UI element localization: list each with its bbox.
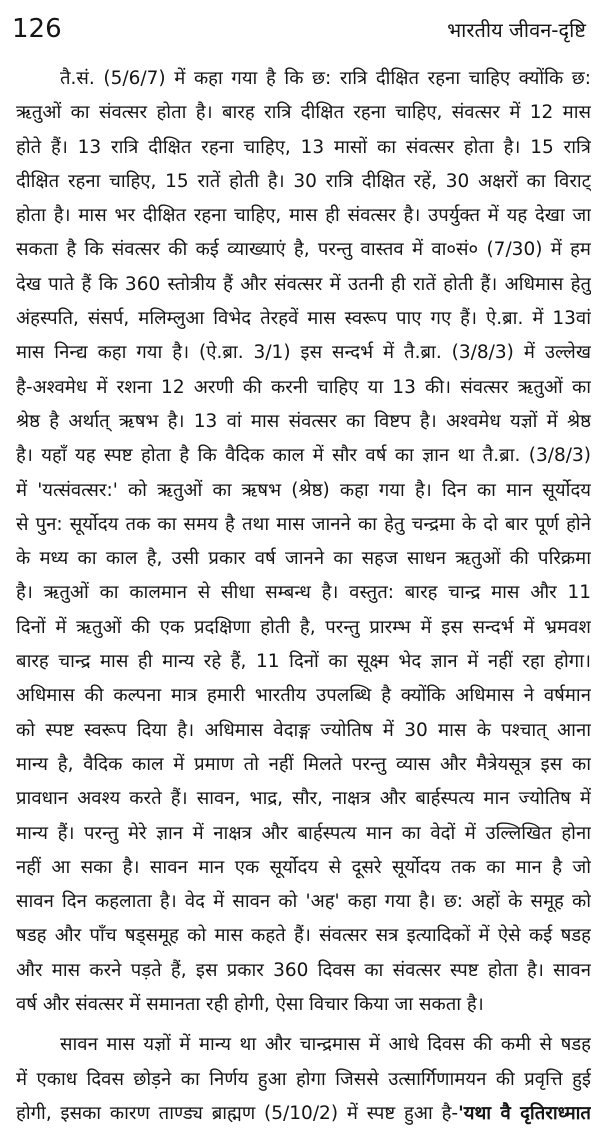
text-line: और मास करने पड़ते हैं, इस प्रकार 360 दिवस का संवत्सर स्पष्ट होता है। सावन: [16, 959, 591, 981]
text-line: होते हैं। 13 रात्रि दीक्षित रहना चाहिए, 13 मासों का संवत्सर होता है। 15 रात्रि: [16, 136, 591, 158]
running-title: भारतीय जीवन-दृष्टि: [447, 18, 586, 42]
text-span: होगी, इसका कारण ताण्ड्य ब्राह्मण (5/10/2) में स्पष्ट हुआ है-: [16, 1102, 459, 1124]
text-line: सावन मास यज्ञों में मान्य था और चान्द्रमास में आधे दिवस की कमी से षडह: [60, 1034, 591, 1056]
page-number: 126: [12, 14, 62, 44]
text-line: मास निन्द्य कहा गया है। (ऐ.ब्रा. 3/1) इस सन्दर्भ में तै.ब्रा. (3/8/3) में उल्लेख: [16, 342, 591, 364]
text-line: देख पाते हैं कि 360 स्तोत्रीय हैं और संवत्सर में उतनी ही रातें होती हैं। अधिमास हेतु: [16, 273, 591, 295]
text-line: बारह चान्द्र मास ही मान्य रहे हैं, 11 दिनों का सूक्ष्म भेद ज्ञान में नहीं रहा होगा।: [16, 651, 591, 673]
text-line: सावन दिन कहलाता है। वेद में सावन को 'अह' कहा गया है। छ: अहों के समूह को: [16, 891, 591, 913]
text-line: प्रावधान अवश्य करते हैं। सावन, भाद्र, सौर, नाक्षत्र और बार्हस्पत्य मान ज्योतिष में: [16, 788, 591, 810]
text-line: [16, 1097, 591, 1131]
text-line: दिनों में ऋतुओं की एक प्रदक्षिणा होती है, परन्तु प्रारम्भ में इस सन्दर्भ में भ्रमवश: [16, 616, 591, 638]
text-line: अधिमास की कल्पना मात्र हमारी भारतीय उपलब्धि है क्योंकि अधिमास ने वर्षमान: [16, 685, 591, 707]
bold-quote: 'यथा वै दृतिराध्मात: [458, 1102, 591, 1124]
text-line: होता है। मास भर दीक्षित रहना चाहिए, मास ही संवत्सर है। उपर्युक्त में यह देखा जा: [16, 205, 591, 227]
text-line: दीक्षित रहना चाहिए, 15 रातें होती है। 30 रात्रि दीक्षित रहें, 30 अक्षरों का विराट्: [16, 170, 591, 192]
text-line: में एकाध दिवस छोड़ने का निर्णय हुआ होगा जिससे उत्सार्गिणामयन की प्रवृत्ति हुई: [16, 1068, 591, 1090]
page-header: [0, 8, 600, 48]
body-text: [16, 62, 591, 1131]
text-line: है। ऋतुओं का कालमान से सीधा सम्बन्ध है। वस्तुत: बारह चान्द्र मास और 11: [16, 582, 591, 604]
text-line: षडह और पाँच षड्समूह को मास कहते हैं। संवत्सर सत्र इत्यादिकों में ऐसे कई षडह: [16, 925, 591, 947]
text-line: को स्पष्ट स्वरूप दिया है। अधिमास वेदाङ्ग ज्योतिष में 30 मास के पश्चात् आना: [16, 719, 591, 741]
text-line: में 'यत्संवत्सर:' को ऋतुओं का ऋषभ (श्रेष्ठ) कहा गया है। दिन का मान सूर्योदय: [16, 479, 591, 501]
text-line: श्रेष्ठ है अर्थात् ऋषभ है। 13 वां मास संवत्सर का विष्टप है। अश्वमेध यज्ञों में श्रेष्ठ: [16, 410, 591, 432]
text-line: के मध्य का काल है, उसी प्रकार वर्ष जानने का सहज साधन ऋतुओं की परिक्रमा: [16, 548, 591, 570]
text-line: है। यहाँ यह स्पष्ट होता है कि वैदिक काल में सौर वर्ष का ज्ञान था तै.ब्रा. (3/8/3): [16, 445, 591, 467]
text-line: वर्ष और संवत्सर में समानता रही होगी, ऐसा विचार किया जा सकता है।: [16, 994, 484, 1016]
text-line: अंहस्पति, संसर्प, मलिम्लुआ विभेद तेरहवें मास स्वरूप पाए गए हैं। ऐ.ब्रा. में 13वां: [16, 308, 591, 330]
text-line: सकता है कि संवत्सर की कई व्याख्याएं है, परन्तु वास्तव में वा०सं० (7/30) में हम: [16, 239, 591, 261]
text-line: मान्य है, वैदिक काल में प्रमाण तो नहीं मिलते परन्तु व्यास और मैत्रेयसूत्र इस का: [16, 753, 591, 775]
text-line: से पुन: सूर्योदय तक का समय है तथा मास जानने का हेतु चन्द्रमा के दो बार पूर्ण होने: [16, 513, 591, 535]
text-line: है-अश्वमेध में रशना 12 अरणी की करनी चाहिए या 13 की। संवत्सर ऋतुओं का: [16, 376, 591, 398]
text-line: तै.सं. (5/6/7) में कहा गया है कि छ: रात्रि दीक्षित रहना चाहिए क्योंकि छ:: [60, 68, 591, 89]
text-line: ऋतुओं का संवत्सर होता है। बारह रात्रि दीक्षित रहना चाहिए, संवत्सर में 12 मास: [16, 102, 591, 124]
text-line: मान्य हैं। परन्तु मेरे ज्ञान में नाक्षत्र और बार्हस्पत्य मान का वेदों में उल्लिखित होना: [16, 822, 591, 844]
text-line: नहीं आ सका है। सावन मान एक सूर्योदय से दूसरे सूर्योदय तक का मान है जो: [16, 856, 591, 878]
